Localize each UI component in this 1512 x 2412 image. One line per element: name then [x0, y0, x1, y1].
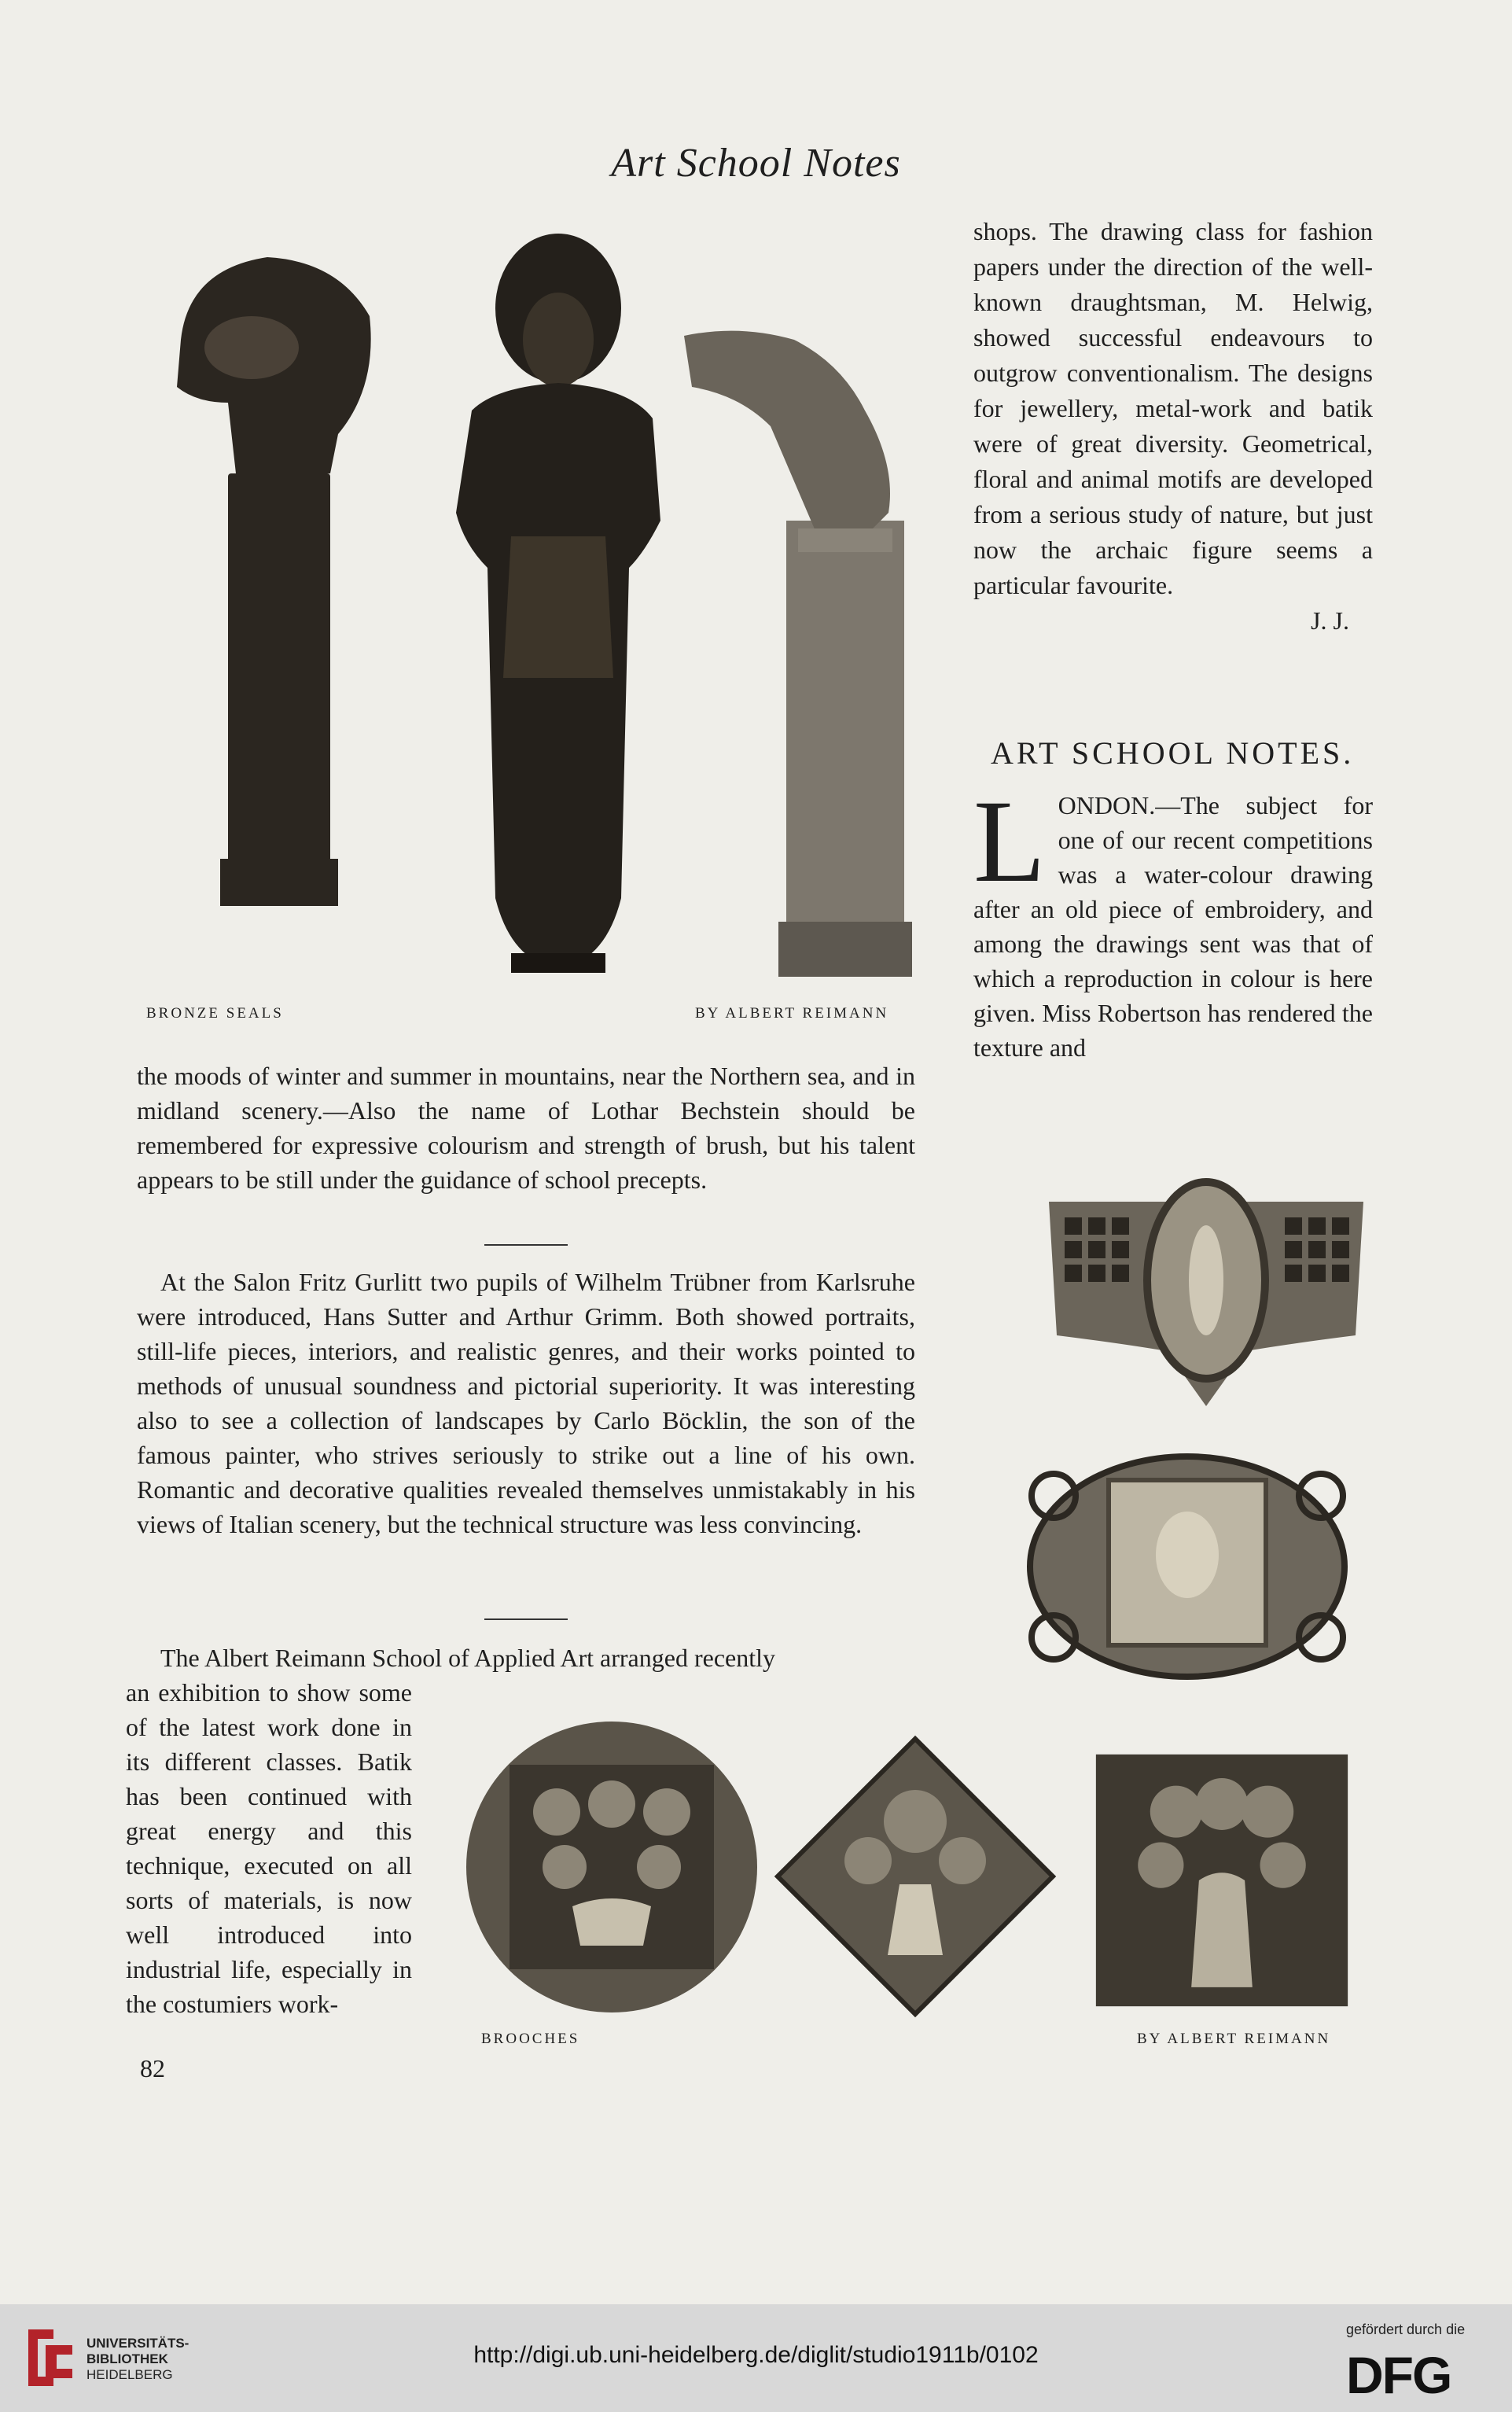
section-rule-1 — [484, 1244, 568, 1246]
caption-bronze-seals: BRONZE SEALS — [146, 1005, 284, 1022]
london-paragraph: ONDON.—The subject for one of our recent competitions was a water-colour drawing after an old piece of embroidery, and among the drawings sent was that of which a reproduction in colour is here given. Miss Robertson has rendered the texture and — [973, 791, 1373, 1062]
caption-brooches-credit: BY ALBERT REIMANN — [1137, 2031, 1331, 2047]
brooch-oval-figure — [1041, 1178, 1371, 1414]
fox-seal — [684, 331, 912, 977]
section-heading: ART SCHOOL NOTES. — [991, 735, 1355, 771]
dfg-logo: DFG — [1346, 2346, 1451, 2404]
page-number: 82 — [140, 2054, 165, 2082]
signature: J. J. — [1311, 606, 1349, 635]
figure-seal — [456, 234, 660, 973]
bear-seal — [177, 257, 371, 906]
funding-note: gefördert durch die — [1346, 2322, 1466, 2337]
dropcap-letter: L — [973, 776, 1046, 907]
caption-seals-credit: BY ALBERT REIMANN — [695, 1005, 889, 1022]
library-line-1: UNIVERSITÄTS- — [86, 2336, 189, 2351]
left-paragraph-3: an exhibition to show some of the latest work done in its different classes. Batik has been continued with great energy and this technique, executed on all sorts of materials, is now well introduced into industrial life, especially in the costumiers work- — [126, 1678, 412, 2018]
left-paragraph-3-first-line: The Albert Reimann School of Applied Art arranged recently — [160, 1644, 775, 1672]
right-column-intro — [973, 214, 1373, 639]
brooch-diamond-figure — [774, 1735, 1057, 2018]
permalink-url[interactable]: http://digi.ub.uni-heidelberg.de/diglit/studio1911b/0102 — [473, 2342, 1039, 2368]
intro-paragraph: shops. The drawing class for fashion papers under the direction of the well-known draughtsman, M. Helwig, showed successful endeavours to outgrow conventionalism. The designs for jewellery, metal-work and batik were of great diversity. Geometrical, floral and animal motifs are developed from a serious study of nature, but just now the archaic figure seems a particular favourite. — [973, 217, 1373, 599]
footer-bar — [0, 2304, 1512, 2412]
brooch-round-figure — [462, 1718, 761, 2016]
brooch-face-figure — [1022, 1449, 1352, 1685]
bronze-seals-photo — [142, 206, 928, 992]
library-line-3: HEIDELBERG — [86, 2367, 173, 2382]
brooch-square-figure — [1088, 1751, 1356, 2010]
section-rule-2 — [484, 1618, 568, 1620]
running-head: Art School Notes — [611, 141, 901, 186]
london-paragraph-block — [973, 776, 1373, 1065]
library-line-2: BIBLIOTHEK — [86, 2351, 168, 2366]
left-paragraph-2: At the Salon Fritz Gurlitt two pupils of Wilhelm Trübner from Karlsruhe were introduced, Hans Sutter and Arthur Grimm. Both showed portraits, still-life pieces, interiors, and realistic genres, and their works pointed to methods of unusual soundness and pictorial superiority. It was interesting also to see a collection of landscapes by Carlo Böcklin, the son of the famous painter, who strives seriously to strike out a line of his own. Romantic and decorative qualities revealed themselves unmistakably in his views of Italian scenery, but the technical structure was less convincing. — [137, 1268, 915, 1538]
caption-brooches: BROOCHES — [481, 2031, 580, 2047]
left-paragraph-1: the moods of winter and summer in mountains, near the Northern sea, and in midland scenery.—Also the name of Lothar Bechstein should be remembered for expressive colourism and strength of brush, but his talent appears to be still under the guidance of school precepts. — [137, 1062, 915, 1194]
